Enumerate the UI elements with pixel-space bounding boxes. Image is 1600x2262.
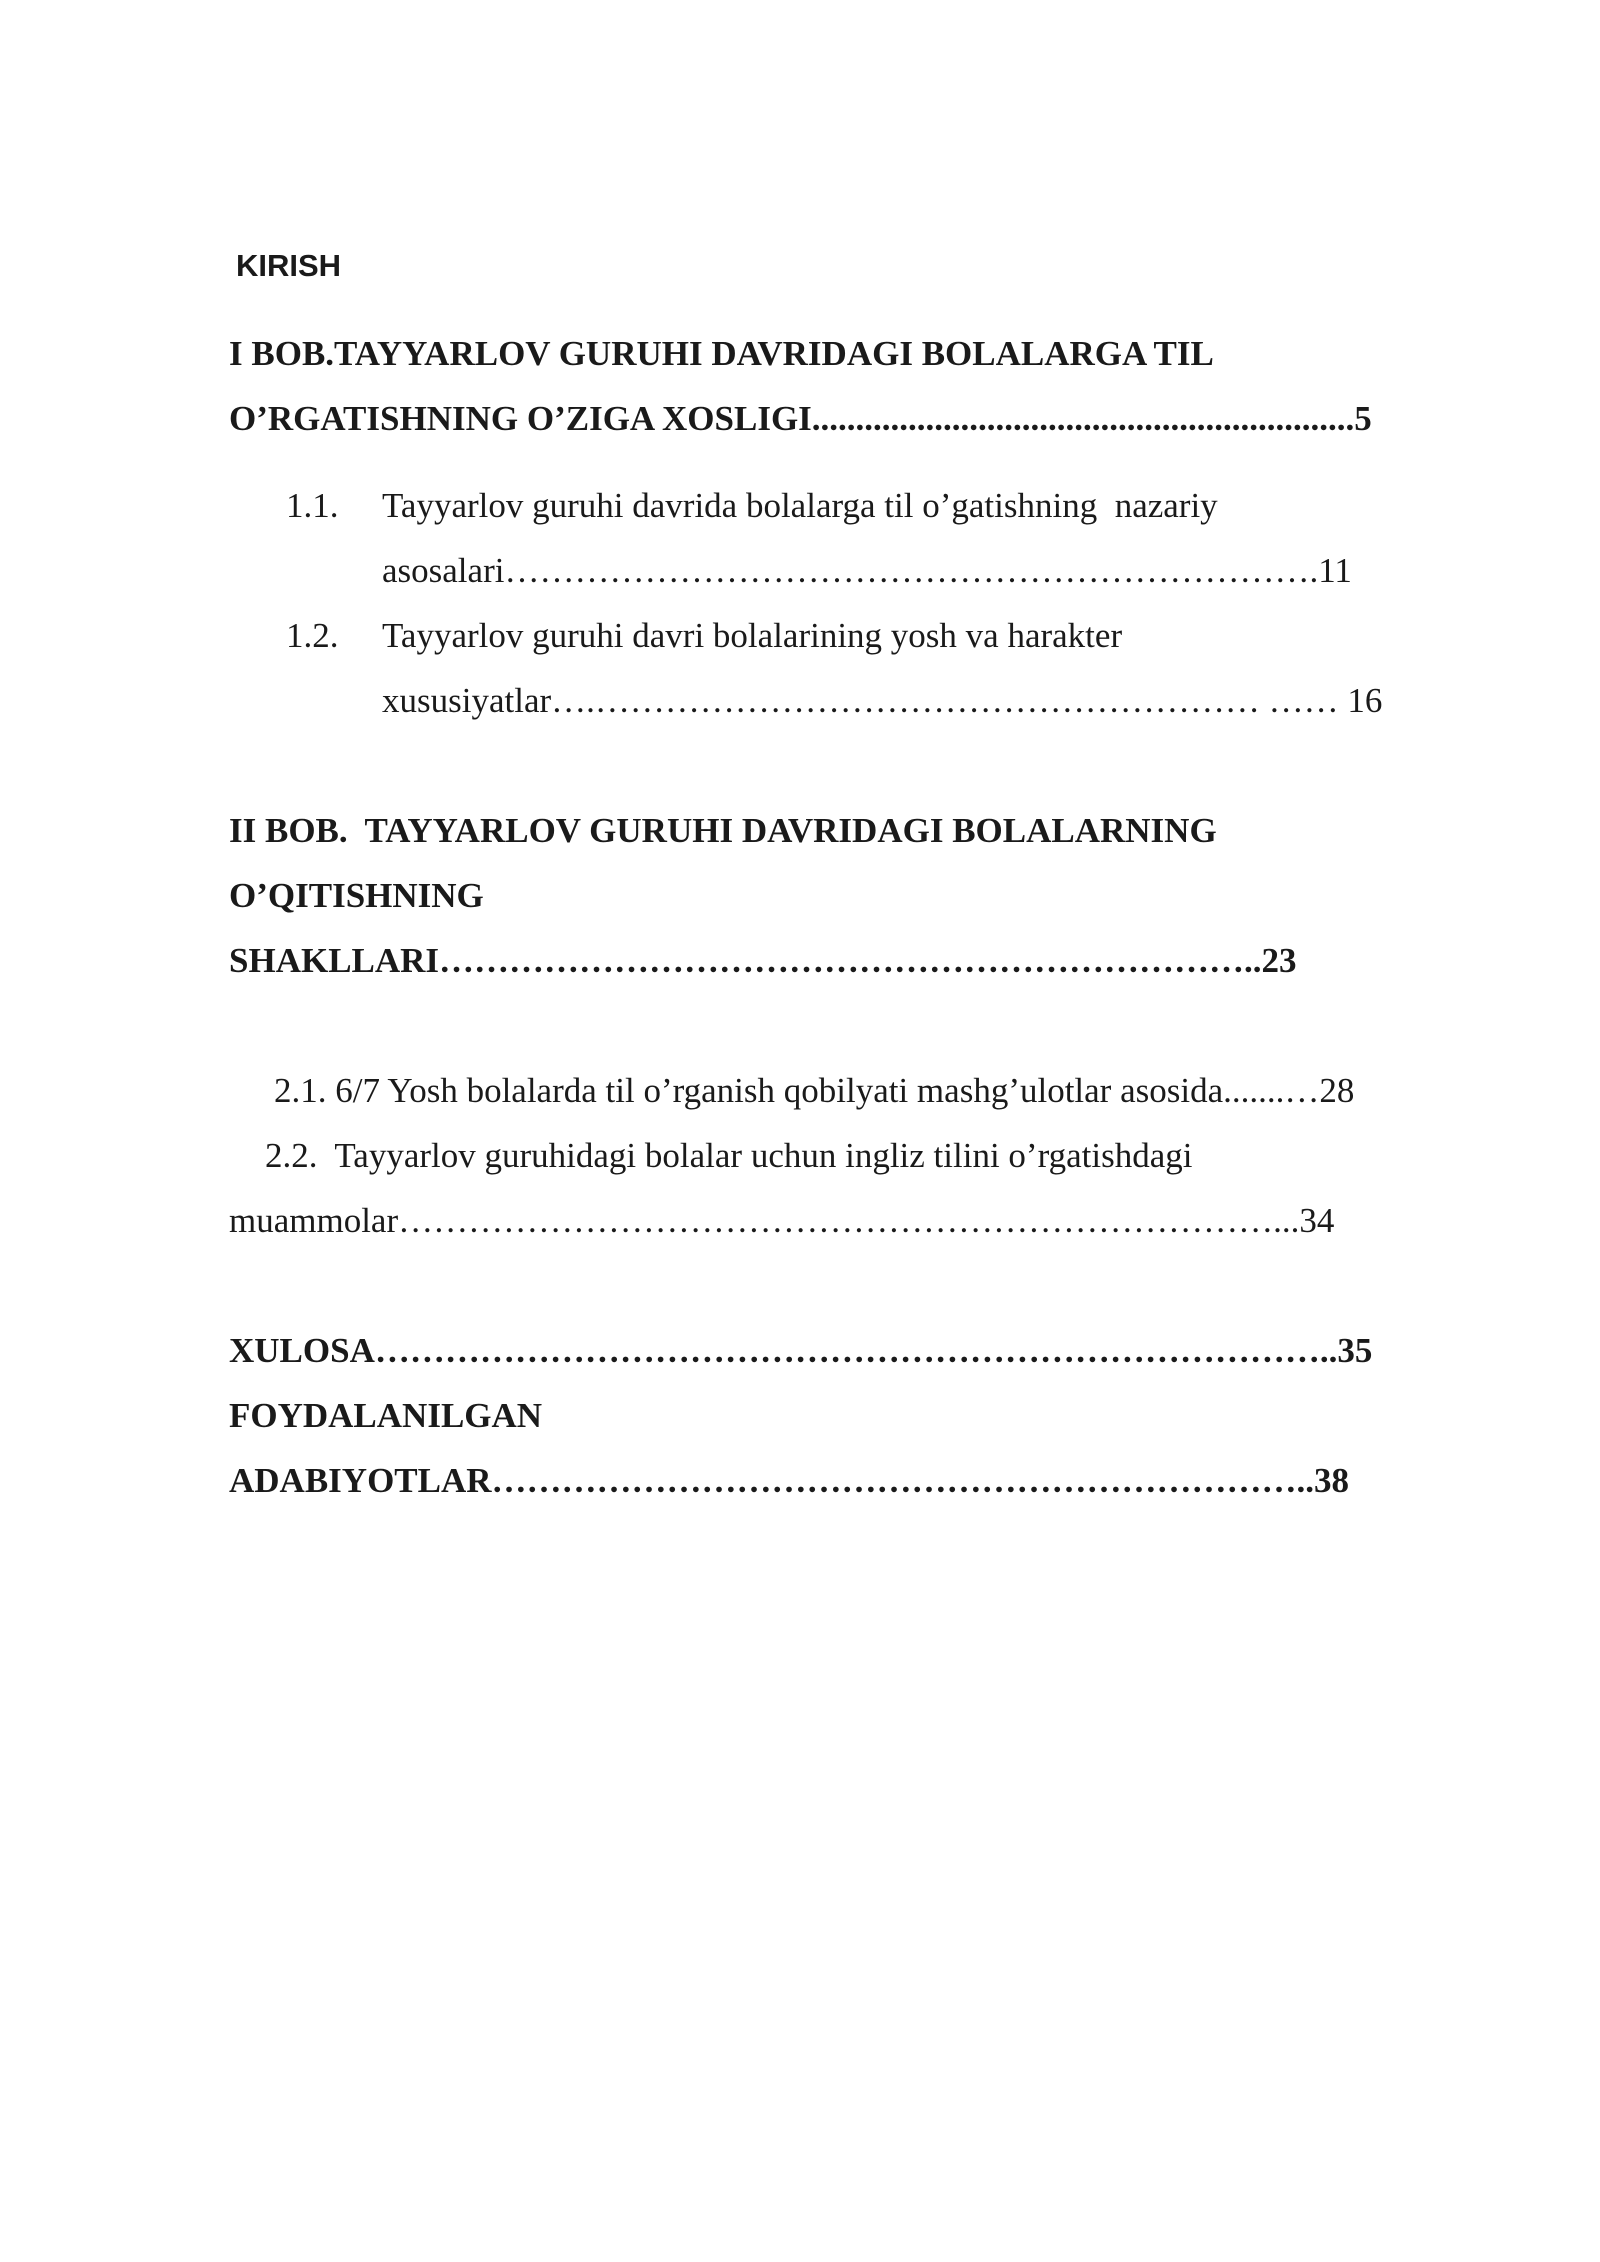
toc-conclusion: XULOSA………………………………………………………………………..35: [229, 1331, 1373, 1370]
toc-chapter1-title-line2: O’RGATISHNING O’ZIGA XOSLIGI..............................................................5: [229, 399, 1372, 438]
toc-section-2-2-line2: muammolar…………………………………………………………………...34: [229, 1201, 1335, 1240]
toc-section-2-2-line1: 2.2. Tayyarlov guruhidagi bolalar uchun ingliz tilini o’rgatishdagi: [265, 1136, 1193, 1175]
toc-section-1-1-line2: asosalari…………………………………………………………….11: [382, 551, 1352, 590]
toc-section-2-1: 2.1. 6/7 Yosh bolalarda til o’rganish qobilyati mashg’ulotlar asosida.......…28: [274, 1071, 1355, 1110]
toc-references-line1: FOYDALANILGAN: [229, 1396, 543, 1435]
toc-chapter2-title-line1: II BOB. TAYYARLOV GURUHI DAVRIDAGI BOLALARNING: [229, 811, 1217, 850]
toc-section-1-2-line1: Tayyarlov guruhi davri bolalarining yosh va harakter: [382, 616, 1123, 655]
toc-chapter2-title-line2: O’QITISHNING: [229, 876, 484, 915]
toc-references-line2: ADABIYOTLAR……………………………………………………………..38: [229, 1461, 1350, 1500]
toc-chapter2-title-line3: SHAKLLARI……………………………………………………………..23: [229, 941, 1297, 980]
toc-intro: KIRISH: [236, 248, 342, 283]
toc-section-1-1-number: 1.1.: [286, 486, 339, 525]
toc-section-1-1-line1: Tayyarlov guruhi davrida bolalarga til o’gatishning nazariy: [382, 486, 1218, 525]
toc-section-1-2-line2: xususiyatlar….………………………………………………… …… 16: [382, 681, 1383, 720]
toc-section-1-2-number: 1.2.: [286, 616, 339, 655]
toc-chapter1-title-line1: I BOB.TAYYARLOV GURUHI DAVRIDAGI BOLALARGA TIL: [229, 334, 1214, 373]
